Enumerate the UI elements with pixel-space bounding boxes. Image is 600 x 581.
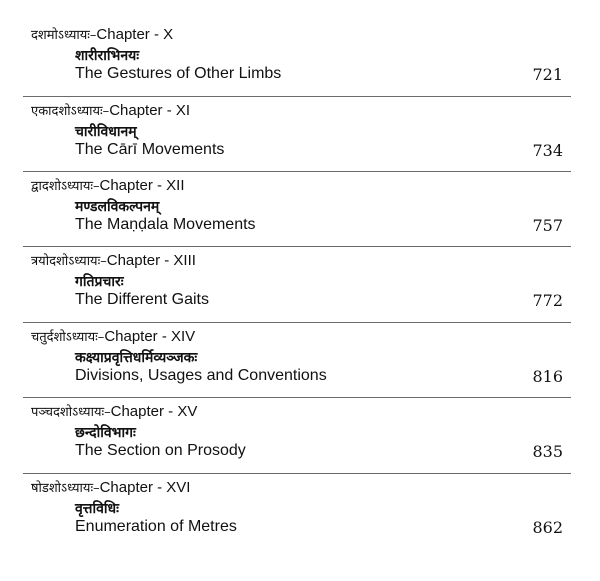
chapter-number: Chapter - XIII — [106, 252, 196, 269]
divider — [23, 246, 571, 247]
sanskrit-title: छन्दोविभागः — [75, 425, 136, 441]
chapter-title: The Maṇḍala Movements — [75, 216, 256, 233]
page-number: 816 — [532, 367, 563, 386]
toc-entry-chapter-11 — [23, 96, 571, 171]
chapter-number: Chapter - XII — [99, 177, 185, 194]
toc-entry-chapter-15 — [23, 397, 571, 472]
toc-entry-chapter-12 — [23, 171, 571, 246]
page-number: 862 — [532, 518, 563, 537]
chapter-sanskrit: एकादशोऽध्यायः– — [31, 104, 110, 119]
sanskrit-title: वृत्तविधिः — [75, 501, 119, 517]
chapter-number: Chapter - X — [96, 26, 174, 43]
chapter-heading — [31, 402, 197, 420]
chapter-number: Chapter - XV — [110, 403, 198, 420]
sanskrit-title: गतिप्रचारः — [75, 274, 124, 290]
chapter-heading — [31, 101, 190, 119]
chapter-sanskrit: द्वादशोऽध्यायः– — [31, 179, 100, 194]
divider — [23, 473, 571, 474]
sanskrit-title: मण्डलविकल्पनम् — [75, 199, 160, 215]
divider — [23, 96, 571, 97]
chapter-heading — [31, 478, 190, 496]
page-number: 835 — [532, 442, 563, 461]
chapter-title: Enumeration of Metres — [75, 518, 237, 535]
page-number: 772 — [532, 291, 563, 310]
sanskrit-title: कक्ष्याप्रवृत्तिधर्मिव्यञ्जकः — [75, 350, 198, 366]
sanskrit-title: चारीविधानम् — [75, 124, 137, 140]
chapter-number: Chapter - XIV — [104, 328, 196, 345]
chapter-sanskrit: चतुर्दशोऽध्यायः– — [31, 330, 105, 345]
chapter-number: Chapter - XI — [109, 102, 191, 119]
toc-entry-chapter-10 — [23, 20, 571, 95]
toc-entry-chapter-14 — [23, 322, 571, 397]
chapter-heading — [31, 327, 195, 345]
chapter-number: Chapter - XVI — [99, 479, 191, 496]
page-number: 734 — [532, 141, 563, 160]
divider — [23, 322, 571, 323]
chapter-title: The Different Gaits — [75, 291, 209, 308]
chapter-sanskrit: पञ्चदशोऽध्यायः– — [31, 405, 111, 420]
chapter-sanskrit: त्रयोदशोऽध्यायः– — [31, 254, 107, 269]
divider — [23, 397, 571, 398]
chapter-sanskrit: दशमोऽध्यायः– — [31, 28, 97, 43]
sanskrit-title: शारीराभिनयः — [75, 48, 140, 64]
chapter-sanskrit: षोडशोऽध्यायः– — [31, 481, 100, 496]
toc-entry-chapter-13 — [23, 246, 571, 321]
chapter-title: The Section on Prosody — [75, 442, 246, 459]
chapter-heading — [31, 251, 196, 269]
chapter-title: The Cārī Movements — [75, 141, 225, 158]
chapter-heading — [31, 25, 173, 43]
chapter-title: The Gestures of Other Limbs — [75, 65, 282, 82]
divider — [23, 171, 571, 172]
chapter-title: Divisions, Usages and Conventions — [75, 367, 327, 384]
chapter-heading — [31, 176, 185, 194]
toc-entry-chapter-16 — [23, 473, 571, 548]
page-number: 721 — [532, 65, 563, 84]
page-number: 757 — [532, 216, 563, 235]
